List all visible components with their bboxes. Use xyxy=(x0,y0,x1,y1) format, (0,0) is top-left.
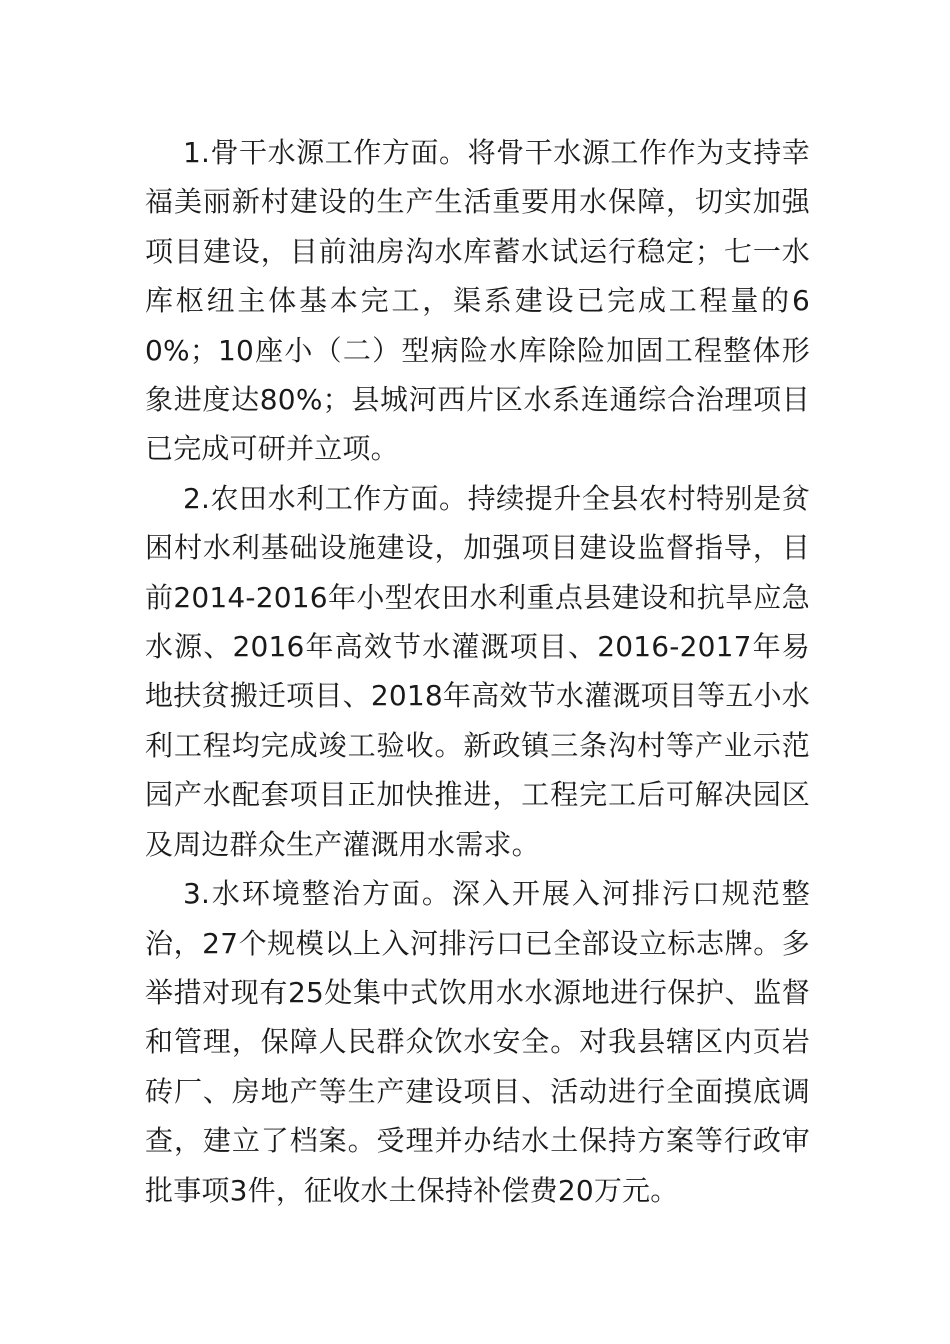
document-body xyxy=(145,128,810,1215)
paragraph-farmland-water-conservancy: 2.农田水利工作方面。持续提升全县农村特别是贫困村水利基础设施建设，加强项目建设监督指导，目前2014-2016年小型农田水利重点县建设和抗旱应急水源、2016年高效节水灌溉项目、2016-2017年易地扶贫搬迁项目、2018年高效节水灌溉项目等五小水利工程均完成竣工验收。新政镇三条沟村等产业示范园产水配套项目正加快推进，工程完工后可解决园区及周边群众生产灌溉用水需求。 xyxy=(145,481,810,861)
paragraph-backbone-water-source: 1.骨干水源工作方面。将骨干水源工作作为支持幸福美丽新村建设的生产生活重要用水保障，切实加强项目建设，目前油房沟水库蓄水试运行稳定；七一水库枢纽主体基本完工，渠系建设已完成工程量的60%；10座小（二）型病险水库除险加固工程整体形象进度达80%；县城河西片区水系连通综合治理项目已完成可研并立项。 xyxy=(145,136,810,466)
paragraph-water-environment: 3.水环境整治方面。深入开展入河排污口规范整治，27个规模以上入河排污口已全部设立标志牌。多举措对现有25处集中式饮用水水源地进行保护、监督和管理，保障人民群众饮水安全。对我县辖区内页岩砖厂、房地产等生产建设项目、活动进行全面摸底调查，建立了档案。受理并办结水土保持方案等行政审批事项3件，征收水土保持补偿费20万元。 xyxy=(145,877,810,1207)
